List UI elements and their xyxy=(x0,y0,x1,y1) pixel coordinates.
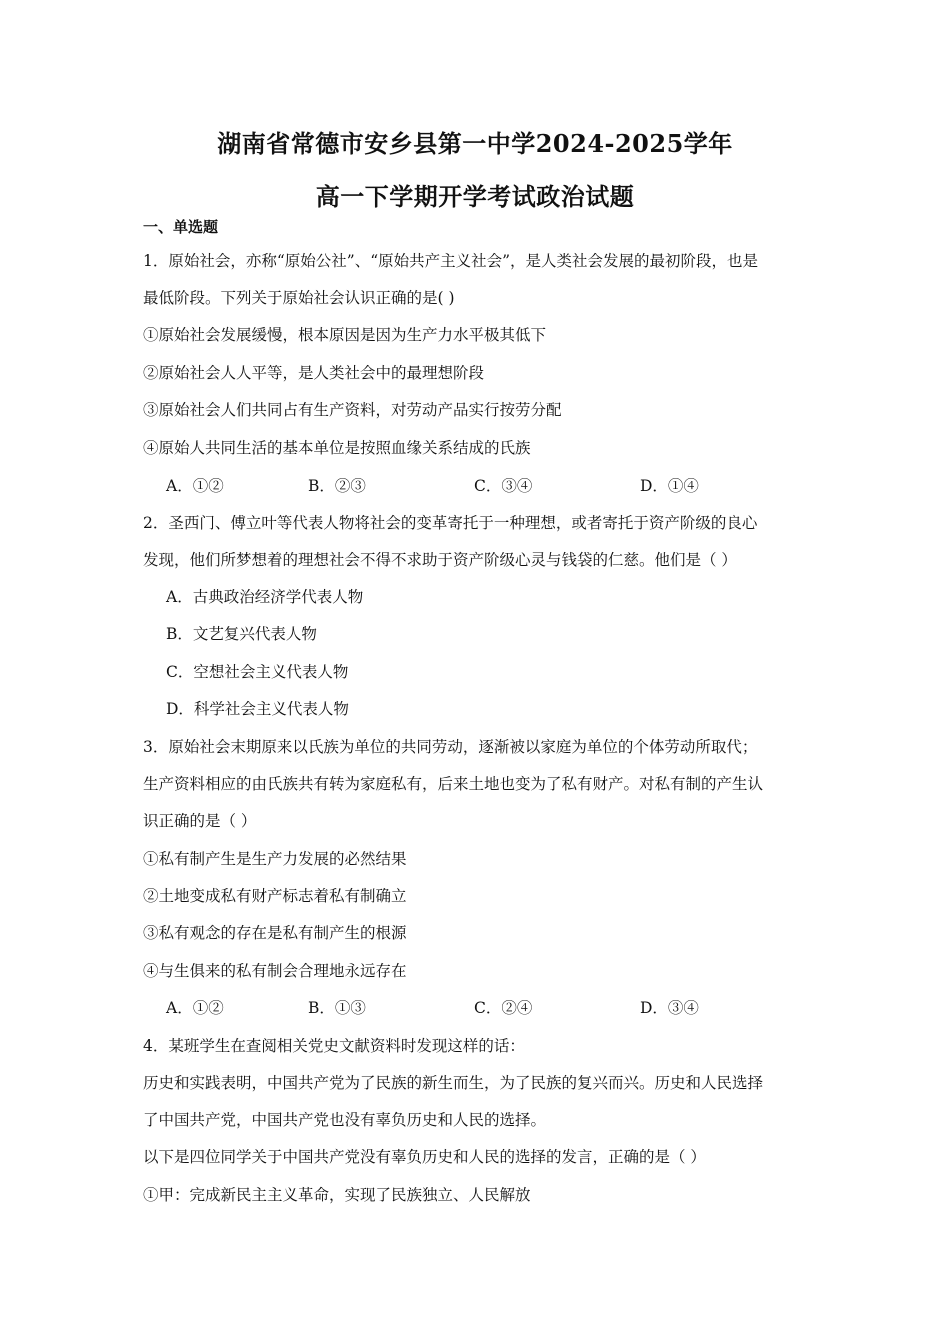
question-4-text: 历史和实践表明，中国共产党为了民族的新生而生，为了民族的复兴而兴。历史和人民选择 xyxy=(143,1074,764,1092)
question-1-text: 1．原始社会，亦称“原始公社”、“原始共产主义社会”，是人类社会发展的最初阶段，也是 xyxy=(143,252,759,270)
option-d[interactable]: D．③④ xyxy=(640,999,699,1017)
exam-title-line2: 高一下学期开学考试政治试题 xyxy=(315,182,635,211)
question-2-text: 2．圣西门、傅立叶等代表人物将社会的变革寄托于一种理想，或者寄托于资产阶级的良心 xyxy=(143,514,758,532)
option-b[interactable]: B．②③ xyxy=(308,477,366,495)
question-3-statement: ①私有制产生是生产力发展的必然结果 xyxy=(143,850,407,868)
question-3-text: 3．原始社会末期原来以氏族为单位的共同劳动，逐渐被以家庭为单位的个体劳动所取代； xyxy=(143,738,758,756)
option-d[interactable]: D．①④ xyxy=(640,477,699,495)
option-a[interactable]: A．①② xyxy=(166,477,224,495)
question-4-text: 了中国共产党，中国共产党也没有辜负历史和人民的选择。 xyxy=(143,1111,547,1129)
section-heading: 一、单选题 xyxy=(143,218,219,236)
question-3-statement: ②土地变成私有财产标志着私有制确立 xyxy=(143,887,407,905)
option-c[interactable]: C．空想社会主义代表人物 xyxy=(166,663,349,681)
option-a[interactable]: A．古典政治经济学代表人物 xyxy=(166,588,364,606)
question-3-statement: ④与生俱来的私有制会合理地永远存在 xyxy=(143,962,407,980)
question-4-statement: ①甲：完成新民主主义革命，实现了民族独立、人民解放 xyxy=(143,1186,531,1204)
question-1-statement: ③原始社会人们共同占有生产资料，对劳动产品实行按劳分配 xyxy=(143,401,562,419)
question-1-statement: ①原始社会发展缓慢，根本原因是因为生产力水平极其低下 xyxy=(143,326,547,344)
option-b[interactable]: B．①③ xyxy=(308,999,366,1017)
option-d[interactable]: D．科学社会主义代表人物 xyxy=(166,700,349,718)
question-3-statement: ③私有观念的存在是私有制产生的根源 xyxy=(143,924,407,942)
exam-title-line1: 湖南省常德市安乡县第一中学2024-2025学年 xyxy=(217,129,733,158)
question-2-text: 发现，他们所梦想着的理想社会不得不求助于资产阶级心灵与钱袋的仁慈。他们是（ ） xyxy=(143,551,737,569)
question-4-text: 4．某班学生在查阅相关党史文献资料时发现这样的话： xyxy=(143,1037,525,1055)
question-1-text: 最低阶段。下列关于原始社会认识正确的是( ) xyxy=(143,289,455,307)
option-c[interactable]: C．②④ xyxy=(474,999,533,1017)
option-b[interactable]: B．文艺复兴代表人物 xyxy=(166,625,317,643)
option-c[interactable]: C．③④ xyxy=(474,477,533,495)
question-1-statement: ②原始社会人人平等，是人类社会中的最理想阶段 xyxy=(143,364,485,382)
question-1-statement: ④原始人共同生活的基本单位是按照血缘关系结成的氏族 xyxy=(143,439,531,457)
question-3-text: 识正确的是（ ） xyxy=(143,812,257,830)
option-a[interactable]: A．①② xyxy=(166,999,224,1017)
question-4-text: 以下是四位同学关于中国共产党没有辜负历史和人民的选择的发言，正确的是（ ） xyxy=(143,1148,706,1166)
question-3-text: 生产资料相应的由氏族共有转为家庭私有，后来土地也变为了私有财产。对私有制的产生认 xyxy=(143,775,764,793)
